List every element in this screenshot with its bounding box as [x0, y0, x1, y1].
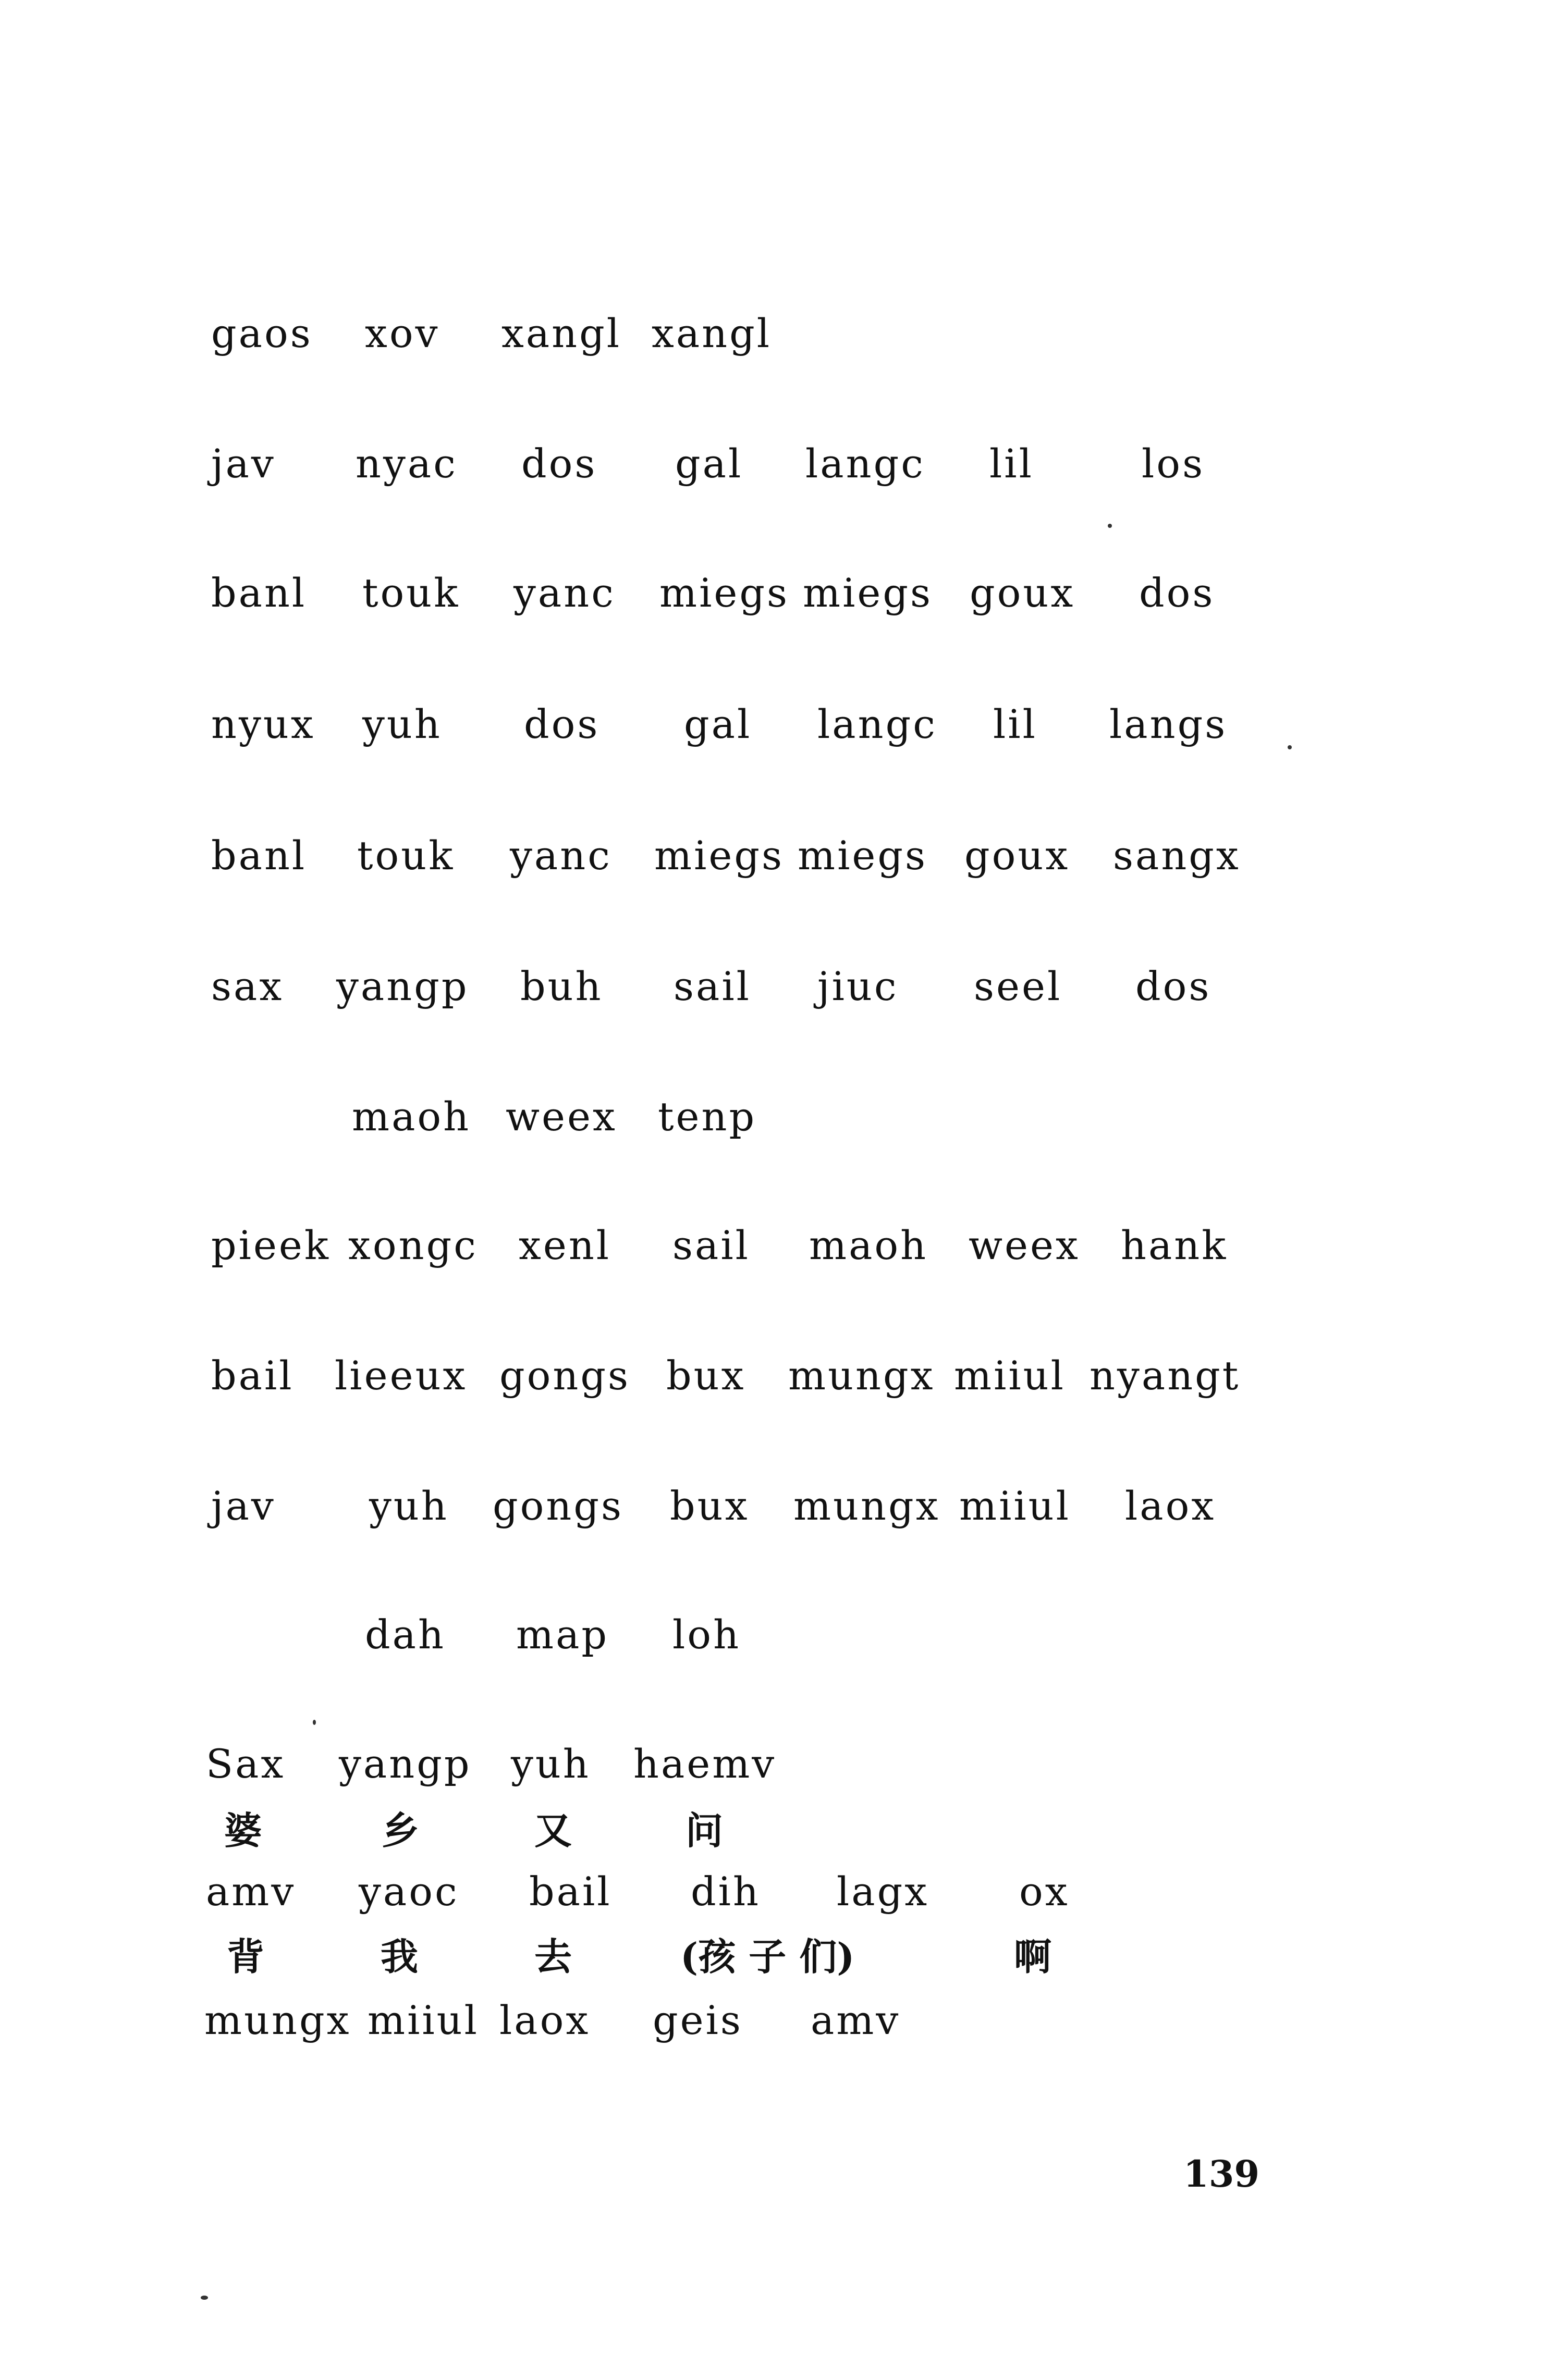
word: miiul	[959, 1483, 1071, 1529]
gloss-word: 去	[534, 1934, 572, 1979]
word: jav	[211, 1483, 276, 1529]
word: xov	[365, 310, 440, 356]
word: haemv	[633, 1741, 777, 1787]
word: yuh	[369, 1483, 449, 1529]
word: yanc	[510, 832, 612, 879]
word: goux	[970, 570, 1075, 616]
word: bail	[529, 1868, 612, 1915]
scan-speck	[1288, 745, 1292, 749]
verse-line-13	[0, 1868, 1542, 1931]
word: bux	[666, 1352, 746, 1399]
word: gongs	[499, 1352, 631, 1399]
word: xangl	[652, 310, 772, 356]
verse-line-7	[0, 1093, 1542, 1156]
gloss-word: 乡	[382, 1808, 420, 1853]
gloss-line-1	[0, 1807, 1542, 1870]
word: langc	[817, 701, 937, 747]
verse-line-14	[0, 1997, 1542, 2060]
verse-line-5	[0, 832, 1542, 895]
word: touk	[362, 570, 460, 616]
word: weex	[969, 1222, 1080, 1268]
word: jiuc	[817, 963, 899, 1009]
word: dah	[365, 1611, 446, 1658]
word: dih	[691, 1868, 761, 1915]
word: amv	[811, 1997, 901, 2043]
scan-speck	[201, 2296, 208, 2300]
word: dos	[1135, 963, 1211, 1009]
word: dos	[1139, 570, 1215, 616]
word: sangx	[1113, 832, 1241, 879]
verse-line-1	[0, 310, 1542, 373]
word: miiul	[368, 1997, 479, 2043]
word: ox	[1019, 1868, 1070, 1915]
word: gal	[684, 701, 752, 747]
word: nyac	[356, 440, 458, 487]
gloss-word: 我	[381, 1934, 419, 1979]
word: banl	[211, 832, 307, 879]
word: maoh	[809, 1222, 928, 1268]
word: xongc	[348, 1222, 478, 1268]
word: miiul	[954, 1352, 1066, 1399]
word: touk	[357, 832, 455, 879]
word: pieek	[211, 1222, 331, 1268]
word: xangl	[501, 310, 622, 356]
word: amv	[206, 1868, 296, 1915]
word: loh	[672, 1611, 741, 1658]
gloss-word: 又	[534, 1808, 572, 1853]
word: laox	[1125, 1483, 1216, 1529]
word: miegs	[798, 832, 928, 879]
word: goux	[964, 832, 1070, 879]
word: sax	[211, 963, 284, 1009]
verse-line-8	[0, 1222, 1542, 1285]
word: lil	[989, 440, 1034, 487]
gloss-word: 背	[227, 1934, 265, 1979]
word: dos	[521, 440, 597, 487]
word: sail	[674, 963, 751, 1009]
verse-line-6	[0, 963, 1542, 1026]
gloss-word: 问	[686, 1808, 724, 1853]
word: laox	[499, 1997, 591, 2043]
word: banl	[211, 570, 307, 616]
word: tenp	[658, 1093, 757, 1140]
word: mungx	[204, 1997, 351, 2043]
verse-line-12	[0, 1741, 1542, 1803]
word: xenl	[519, 1222, 611, 1268]
word: jav	[211, 440, 276, 487]
word: miegs	[803, 570, 933, 616]
scan-speck	[313, 1720, 316, 1725]
word: bux	[670, 1483, 750, 1529]
word: bail	[211, 1352, 294, 1399]
word: langc	[805, 440, 925, 487]
page-number: 139	[1183, 2152, 1260, 2196]
word: Sax	[206, 1741, 286, 1787]
word: buh	[520, 963, 603, 1009]
word: los	[1142, 440, 1205, 487]
word: lagx	[837, 1868, 929, 1915]
word: yangp	[339, 1741, 472, 1787]
word: langs	[1109, 701, 1228, 747]
word: yaoc	[359, 1868, 459, 1915]
word: yanc	[513, 570, 616, 616]
word: lieeux	[335, 1352, 468, 1399]
gloss-word: 啊	[1014, 1934, 1052, 1979]
word: hank	[1121, 1222, 1228, 1268]
word: gongs	[493, 1483, 624, 1529]
gloss-word: (孩 子 们)	[680, 1934, 855, 1979]
word: weex	[506, 1093, 617, 1140]
word: mungx	[788, 1352, 935, 1399]
word: maoh	[352, 1093, 471, 1140]
word: yangp	[336, 963, 469, 1009]
verse-line-3	[0, 570, 1542, 632]
scan-speck	[1108, 524, 1112, 528]
verse-line-2	[0, 440, 1542, 503]
word: miegs	[654, 832, 785, 879]
word: sail	[672, 1222, 750, 1268]
word: yuh	[362, 701, 442, 747]
word: miegs	[659, 570, 790, 616]
verse-line-9	[0, 1352, 1542, 1415]
gloss-word: 婆	[224, 1808, 262, 1853]
verse-line-4	[0, 701, 1542, 763]
word: nyangt	[1090, 1352, 1241, 1399]
word: mungx	[793, 1483, 940, 1529]
word: gaos	[211, 310, 313, 356]
word: gal	[675, 440, 743, 487]
word: nyux	[211, 701, 315, 747]
word: map	[516, 1611, 609, 1658]
word: yuh	[511, 1741, 591, 1787]
verse-line-11	[0, 1611, 1542, 1674]
word: lil	[993, 701, 1037, 747]
word: seel	[974, 963, 1062, 1009]
verse-line-10	[0, 1483, 1542, 1545]
gloss-line-2	[0, 1933, 1542, 1996]
word: dos	[524, 701, 600, 747]
word: geis	[653, 1997, 743, 2043]
